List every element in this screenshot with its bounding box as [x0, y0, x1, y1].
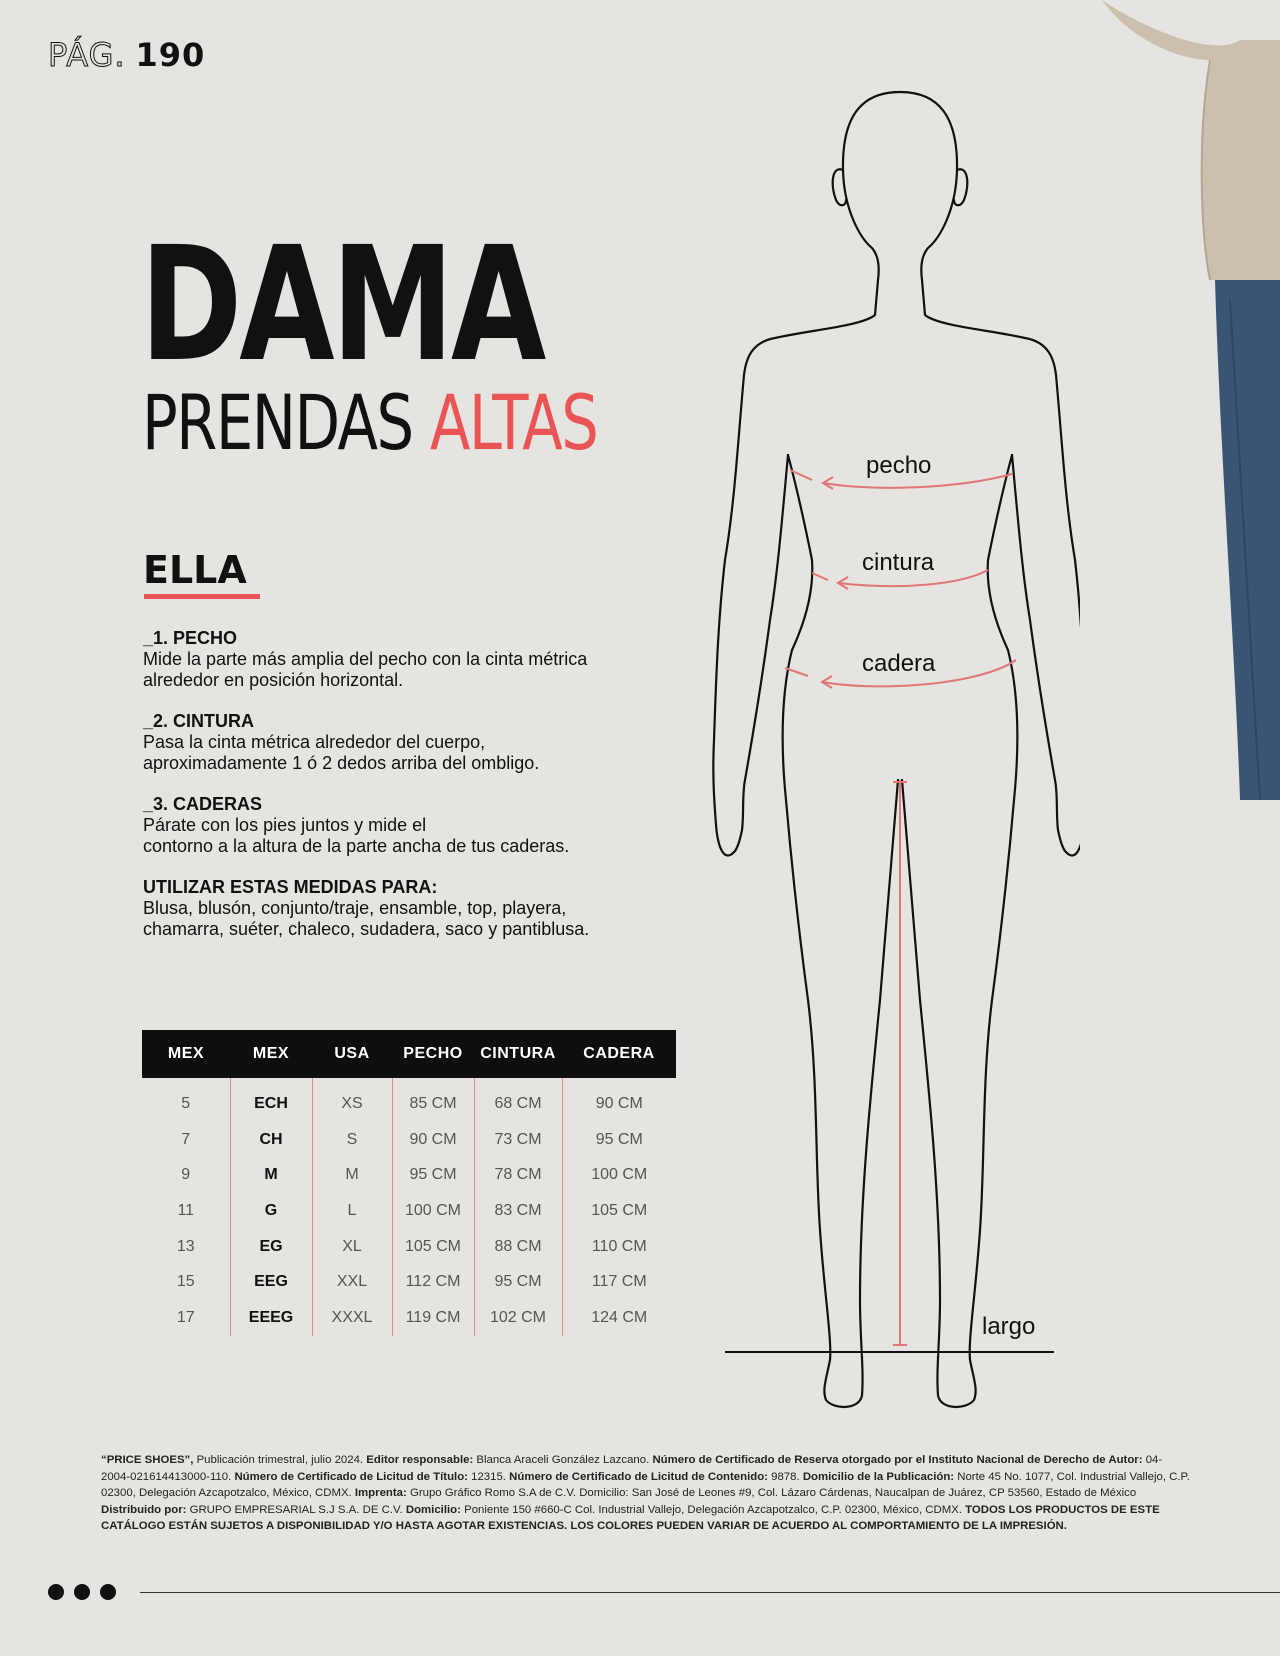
footer-text: TODOS LOS PRODUCTOS DE ESTE CATÁLOGO ESTÁN SUJETOS A DISPONIBILIDAD Y/O HASTA AGOTAR EXISTENCIAS. LOS COLORES PUEDEN VARIAR DE ACUERDO AL COMPORTAMIENTO DE LA IMPRESIÓN.	[101, 1503, 1160, 1533]
label-cadera: cadera	[862, 650, 936, 677]
table-cell: L	[312, 1193, 392, 1229]
table-cell: 13	[176, 1237, 195, 1255]
footer-text: Publicación trimestral, julio 2024.	[196, 1454, 367, 1466]
page-subtitle	[142, 378, 598, 467]
instruction-line: Pasa la cinta métrica alrededor del cuerpo,	[143, 732, 486, 752]
table-row	[142, 1078, 676, 1122]
footer-text: Número de Certificado de Licitud de Contenido:	[509, 1470, 772, 1483]
body-measurement-figure	[700, 80, 1080, 1420]
left-arm-inner	[734, 455, 788, 852]
table-row	[142, 1193, 676, 1229]
page-label: PÁG.	[48, 36, 126, 74]
measurement-instructions	[143, 628, 683, 960]
instruction-line: Párate con los pies juntos y mide el	[143, 815, 427, 835]
model-photo-edge	[1090, 0, 1280, 800]
footer-text: Editor responsable:	[366, 1454, 477, 1466]
table-cell: 110 CM	[562, 1229, 676, 1265]
table-cell: 100 CM	[392, 1193, 474, 1229]
footer-text: Distribuido por:	[101, 1503, 190, 1516]
table-cell: 95 CM	[474, 1264, 562, 1300]
subtitle-prefix: PRENDAS	[142, 378, 430, 467]
instruction-line: alrededor en posición horizontal.	[143, 670, 404, 690]
table-cell: XS	[312, 1078, 392, 1122]
table-cell: 119 CM	[392, 1300, 474, 1336]
table-cell: M	[312, 1157, 392, 1193]
right-arm-inner	[1012, 455, 1066, 852]
table-row	[142, 1157, 676, 1193]
footer-text: Grupo Gráfico Romo S.A de C.V. Domicilio: San José de Leones #9, Col. Lázaro Cárdenas, Naucalpan de Juárez, CP 53560, Estado de México	[409, 1487, 1137, 1500]
dot-icon	[100, 1584, 116, 1600]
left-arm-outer	[713, 375, 744, 856]
section-underline	[144, 594, 260, 599]
table-cell: 105 CM	[562, 1193, 676, 1229]
table-cell: XL	[312, 1229, 392, 1265]
page-dots	[48, 1584, 116, 1600]
table-cell: 105 CM	[392, 1229, 474, 1265]
page-number	[48, 36, 205, 74]
table-row	[142, 1300, 676, 1336]
instruction-line: Mide la parte más amplia del pecho con la cinta métrica	[143, 649, 588, 669]
section-heading: ELLA	[143, 548, 247, 592]
table-cell: EEG	[230, 1264, 312, 1300]
table-cell: 17	[176, 1308, 195, 1326]
table-cell: 117 CM	[562, 1264, 676, 1300]
footer-text: Imprenta:	[354, 1487, 410, 1500]
subtitle-accent: ALTAS	[429, 378, 598, 467]
table-cell: 78 CM	[474, 1157, 562, 1193]
footer-text: Domicilio:	[405, 1503, 465, 1516]
footer-text: Domicilio de la Publicación:	[802, 1470, 958, 1483]
column-header: USA	[312, 1030, 392, 1078]
table-cell: G	[230, 1193, 312, 1229]
instruction-line: contorno a la altura de la parte ancha de tus caderas.	[143, 836, 570, 856]
dot-icon	[74, 1584, 90, 1600]
table-cell: 83 CM	[474, 1193, 562, 1229]
instruction-cintura	[143, 711, 683, 774]
table-cell: 7	[181, 1130, 191, 1148]
footer-text: Número de Certificado de Licitud de Título:	[234, 1470, 472, 1483]
dot-icon	[48, 1584, 64, 1600]
table-cell: 11	[177, 1201, 195, 1219]
column-header: CADERA	[562, 1030, 676, 1078]
instruction-pecho	[143, 628, 683, 691]
footer-text: “PRICE SHOES”,	[101, 1454, 197, 1466]
instruction-line: aproximadamente 1 ó 2 dedos arriba del ombligo.	[143, 753, 540, 773]
column-header: CINTURA	[474, 1030, 562, 1078]
table-row	[142, 1122, 676, 1158]
footer-text: Blanca Araceli González Lazcano.	[476, 1454, 653, 1466]
table-cell: 90 CM	[562, 1078, 676, 1122]
instruction-heading: _2. CINTURA	[143, 711, 255, 731]
table-row	[142, 1264, 676, 1300]
instruction-heading: _1. PECHO	[143, 628, 238, 648]
table-cell: CH	[230, 1122, 312, 1158]
table-cell: 90 CM	[392, 1122, 474, 1158]
table-cell: 15	[176, 1273, 195, 1291]
uses-heading: UTILIZAR ESTAS MEDIDAS PARA:	[143, 877, 438, 897]
uses-line: Blusa, blusón, conjunto/traje, ensamble, top, playera,	[143, 898, 567, 918]
table-row	[142, 1229, 676, 1265]
table-cell: 73 CM	[474, 1122, 562, 1158]
table-cell: 95 CM	[392, 1157, 474, 1193]
column-header: PECHO	[392, 1030, 474, 1078]
table-cell: 9	[181, 1166, 191, 1184]
uses-line: chamarra, suéter, chaleco, sudadera, saco y pantiblusa.	[143, 919, 590, 939]
table-cell: EEEG	[230, 1300, 312, 1336]
table-cell: 124 CM	[562, 1300, 676, 1336]
table-cell: 88 CM	[474, 1229, 562, 1265]
footer-text: Norte 45 No. 1077, Col. Industrial Vallejo, C.P. 02300, Delegación Azcapotzalco, México, CDMX.	[101, 1470, 1190, 1500]
page-number-value: 190	[135, 36, 206, 74]
table-cell: XXXL	[312, 1300, 392, 1336]
table-cell: 5	[181, 1094, 191, 1112]
table-cell: 85 CM	[392, 1078, 474, 1122]
bottom-rule	[140, 1592, 1280, 1593]
table-cell: 112 CM	[392, 1264, 474, 1300]
table-cell: 100 CM	[562, 1157, 676, 1193]
label-pecho: pecho	[866, 452, 932, 479]
column-header: MEX	[142, 1030, 230, 1078]
page-title: DAMA	[140, 213, 544, 397]
table-cell: 102 CM	[474, 1300, 562, 1336]
footer-text: 12315.	[471, 1470, 510, 1483]
footer-text: 9878.	[771, 1470, 803, 1483]
footer-text: 04-2004-021614413000-110.	[101, 1454, 1163, 1483]
torso-right	[902, 455, 1017, 1407]
footer-text: Número de Certificado de Reserva otorgado por el Instituto Nacional de Derecho de Autor:	[652, 1454, 1146, 1466]
table-cell: ECH	[230, 1078, 312, 1122]
size-table	[142, 1030, 676, 1336]
table-cell: XXL	[312, 1264, 392, 1300]
table-cell: 68 CM	[474, 1078, 562, 1122]
table-cell: M	[230, 1157, 312, 1193]
instruction-caderas	[143, 794, 683, 857]
head-outline	[744, 92, 900, 375]
label-largo: largo	[982, 1313, 1036, 1340]
footer-text: Poniente 150 #660-C Col. Industrial Vallejo, Delegación Azcapotzalco, C.P. 02300, México, CDMX.	[464, 1503, 966, 1516]
table-cell: S	[312, 1122, 392, 1158]
label-cintura: cintura	[862, 549, 935, 576]
column-header: MEX	[230, 1030, 312, 1078]
torso-left	[783, 455, 898, 1407]
instruction-heading: _3. CADERAS	[143, 794, 263, 814]
table-cell: 95 CM	[562, 1122, 676, 1158]
table-header-row	[142, 1030, 676, 1078]
footer-text: GRUPO EMPRESARIAL S.J S.A. DE C.V.	[189, 1503, 406, 1516]
uses-block	[143, 877, 683, 940]
table-cell: EG	[230, 1229, 312, 1265]
legal-footer	[101, 1452, 1191, 1535]
head-outline-right	[900, 92, 1056, 375]
right-arm-outer	[1056, 375, 1080, 856]
